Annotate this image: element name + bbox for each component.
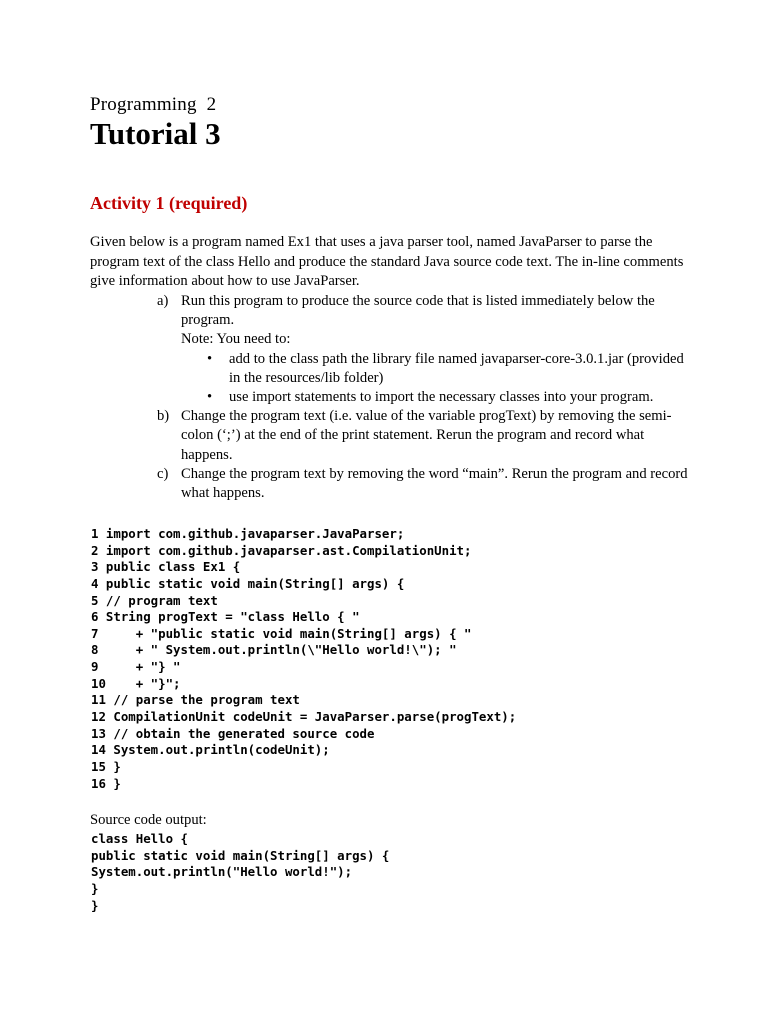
- task-text: Change the program text by removing the word “main”. Rerun the program and record what happens.: [181, 465, 688, 502]
- code-line: 2 import com.github.javaparser.ast.CompilationUnit;: [91, 542, 472, 558]
- code-line: 7 + "public static void main(String[] args) { ": [91, 625, 472, 641]
- code-line: 14 System.out.println(codeUnit);: [91, 742, 330, 758]
- note-bullet-text: add to the class path the library file named javaparser-core-3.0.1.jar (provided in the resources/lib folder): [229, 350, 684, 386]
- code-line: 9 + "} ": [91, 659, 181, 675]
- course-subtitle: Programming 2: [90, 94, 217, 115]
- bullet-icon: •: [207, 350, 213, 367]
- note-bullet: [207, 388, 697, 407]
- task-item-c: [157, 465, 697, 503]
- activity-intro: Given below is a program named Ex1 that uses a java parser tool, named JavaParser to parse the program text of the class Hello and produce the standard Java source code text. The in-line comments give information about how to use JavaParser.: [90, 234, 684, 289]
- code-line: System.out.println("Hello world!");: [91, 864, 353, 880]
- activity-heading: Activity 1 (required): [90, 193, 248, 213]
- code-line: 1 import com.github.javaparser.JavaParser;: [91, 526, 405, 541]
- output-code-listing: [91, 831, 389, 914]
- bullet-icon: •: [207, 389, 213, 406]
- task-item-b: [157, 407, 697, 465]
- code-line: }: [91, 880, 99, 896]
- code-line: 6 String progText = "class Hello { ": [91, 609, 360, 625]
- output-label: Source code output:: [90, 812, 207, 828]
- task-marker: a): [157, 293, 169, 309]
- task-marker: b): [157, 408, 170, 425]
- code-line: public static void main(String[] args) {: [91, 847, 390, 863]
- code-line: class Hello {: [91, 831, 188, 846]
- code-line: 12 CompilationUnit codeUnit = JavaParser.parse(progText);: [91, 709, 517, 725]
- code-line: 13 // obtain the generated source code: [91, 725, 375, 741]
- task-list: [157, 292, 697, 503]
- program-code-listing: [91, 526, 516, 792]
- task-text: Change the program text (i.e. value of the variable progText) by removing the semi-colon (‘;’) at the end of the print statement. Rerun the program and record what happens.: [181, 408, 672, 463]
- code-line: 4 public static void main(String[] args) {: [91, 575, 405, 591]
- task-note: Note: You need to:: [181, 331, 291, 348]
- code-line: 11 // parse the program text: [91, 692, 300, 708]
- note-bullet-list: [181, 350, 697, 408]
- note-bullet: [207, 350, 697, 388]
- code-line: 15 }: [91, 758, 121, 774]
- task-text: Run this program to produce the source code that is listed immediately below the program.: [181, 293, 655, 329]
- code-line: 3 public class Ex1 {: [91, 559, 241, 575]
- code-line: 10 + "}";: [91, 675, 181, 691]
- code-line: 5 // program text: [91, 592, 218, 608]
- code-line: }: [91, 897, 99, 913]
- page-title: Tutorial 3: [90, 116, 221, 151]
- task-item-a: [157, 292, 697, 407]
- code-line: 16 }: [91, 775, 121, 791]
- code-line: 8 + " System.out.println(\"Hello world!\"); ": [91, 642, 457, 658]
- note-bullet-text: use import statements to import the necessary classes into your program.: [229, 389, 654, 406]
- task-marker: c): [157, 465, 169, 482]
